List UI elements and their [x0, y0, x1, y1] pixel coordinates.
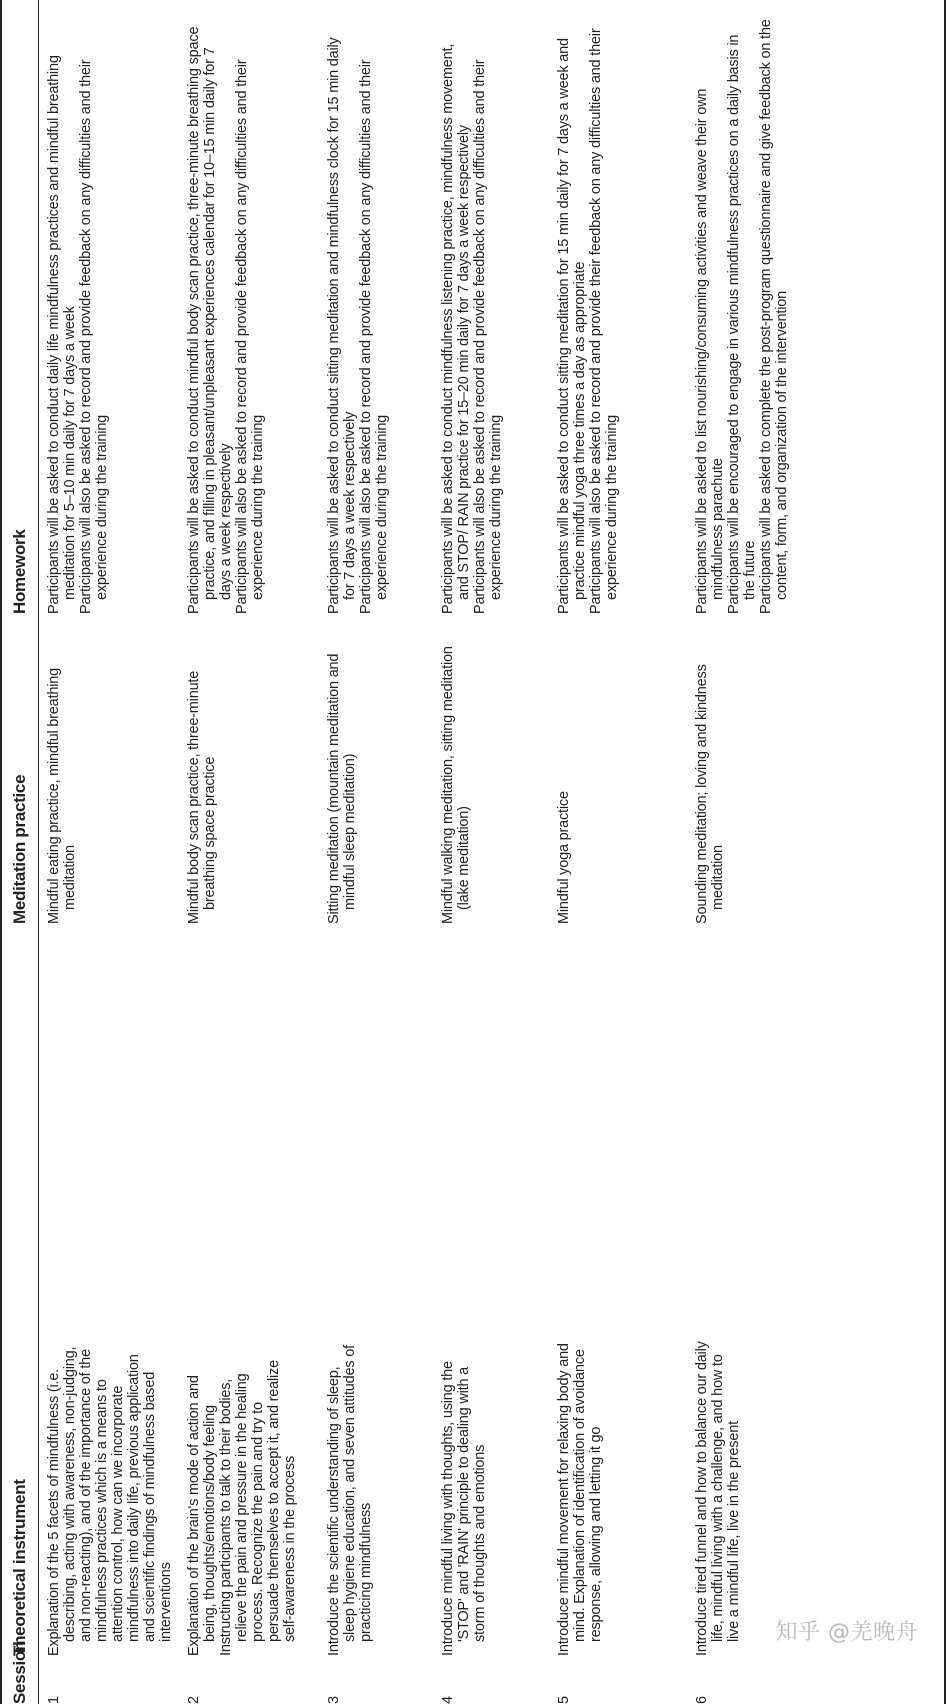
header-homework: Homework	[10, 529, 29, 614]
theory-paragraph: Introduce mindful movement for relaxing body and mind. Explanation of identification of avoidance response, allowing and letting it go	[556, 1343, 604, 1656]
homework-item: Participants will be asked to conduct daily life mindfulness practices and mindful breathing meditation for 5–10 min daily for 7 days a week	[46, 55, 78, 614]
header-session: Session	[10, 1640, 29, 1704]
homework-item: Participants will also be asked to record and provide feedback on any difficulties and their experience during the training	[234, 59, 266, 614]
theory-paragraph: Instructing participants to talk to their bodies, relieve the pain and pressure in the healing process. Recognize the pain and try to persuade themselves to accept it, and realize self-awareness in the process	[218, 1360, 298, 1656]
homework-cell	[186, 18, 266, 614]
practice-text: Mindful eating practice, mindful breathing meditation	[46, 668, 78, 924]
homework-item: Participants will be asked to conduct sitting meditation for 15 min daily for 7 days a week and practice mindful yoga three times a day as appropriate	[556, 38, 588, 614]
practice-cell	[186, 628, 218, 924]
practice-cell	[326, 628, 358, 924]
practice-text: Mindful walking meditation, sitting meditation (lake meditation)	[440, 646, 472, 924]
session-number: 1	[46, 1696, 62, 1704]
theory-paragraph: Introduce mindful living with thoughts, using the 'STOP' and 'RAIN' principle to dealing with a storm of thoughts and emotions	[440, 1361, 488, 1656]
homework-item: Participants will be encouraged to engage in various mindfulness practices on a daily basis in the future	[726, 34, 758, 614]
session-number: 5	[556, 1696, 572, 1704]
bottom-rule	[944, 0, 946, 1704]
homework-cell	[440, 18, 504, 614]
session-number: 3	[326, 1696, 342, 1704]
theory-cell	[556, 1341, 604, 1656]
homework-item: Participants will be asked to conduct sitting meditation and mindfulness clock for 15 min daily for 7 days a week respectively	[326, 37, 358, 614]
theory-cell	[186, 1341, 298, 1656]
homework-cell	[326, 18, 390, 614]
practice-text: Sounding meditation; loving and kindness meditation	[694, 664, 726, 924]
practice-text: Mindful body scan practice, three-minute breathing space practice	[186, 670, 218, 924]
header-practice: Meditation practice	[10, 774, 29, 924]
watermark: 知乎 @羌晚舟	[775, 1620, 918, 1645]
theory-paragraph: Explanation of the brain's mode of action and being, thoughts/emotions/body feeling	[186, 1375, 218, 1656]
practice-cell	[556, 628, 572, 924]
practice-cell	[46, 628, 78, 924]
theory-paragraph: Introduce tired funnel and how to balance our daily life, mindful living with a challenge, and how to live a mindful life, live in the present	[694, 1341, 742, 1656]
homework-item: Participants will be asked to conduct mindful body scan practice, three-minute breathing space practice, and filling in pleasant/unpleasant experiences calendar for 10–15 min daily for 7 days a week respectively	[186, 26, 234, 614]
session-number: 2	[186, 1696, 202, 1704]
homework-item: Participants will be asked to conduct mindfulness listening practice, mindfulness movement, and STOP/ RAIN practice for 15–20 min daily for 7 days a week respectively	[440, 43, 472, 614]
theory-cell	[46, 1341, 174, 1656]
homework-cell	[46, 18, 110, 614]
practice-cell	[694, 628, 726, 924]
practice-cell	[440, 628, 472, 924]
homework-item: Participants will also be asked to record and provide their feedback on any difficulties and their experience during the training	[588, 28, 620, 614]
homework-cell	[556, 18, 620, 614]
homework-item: Participants will also be asked to record and provide feedback on any difficulties and their experience during the training	[78, 59, 110, 614]
theory-cell	[694, 1341, 742, 1656]
session-number: 6	[694, 1696, 710, 1704]
homework-item: Participants will be asked to complete the post-program questionnaire and give feedback on the content, form, and organization of the intervention	[758, 19, 790, 614]
theory-paragraph: Introduce the scientific understanding of sleep, sleep hygiene education, and seven attitudes of practicing mindfulness	[326, 1345, 374, 1656]
theory-cell	[440, 1341, 488, 1656]
practice-text: Mindful yoga practice	[556, 791, 572, 924]
theory-paragraph: Explanation of the 5 facets of mindfulness (i.e. describing, acting with awareness, non-judging, and non-reacting), and of the importance of the mindfulness practices which is a means to attention control, how can we incorporate mindfulness into daily life, previous application and scientific findings of mindfulness based interventions	[46, 1346, 174, 1656]
homework-item: Participants will be asked to list nourishing/consuming activities and weave their own mindfulness parachute	[694, 88, 726, 614]
header-theory: Theoretical instrument	[10, 1479, 29, 1656]
header-rule	[38, 0, 39, 1704]
theory-cell	[326, 1341, 374, 1656]
practice-text: Sitting meditation (mountain meditation and mindful sleep meditation)	[326, 653, 358, 924]
homework-item: Participants will also be asked to record and provide feedback on any difficulties and their experience during the training	[358, 59, 390, 614]
top-rule	[0, 0, 2, 1704]
homework-item: Participants will also be asked to record and provide feedback on any difficulties and their experience during the training	[472, 59, 504, 614]
homework-cell	[694, 18, 790, 614]
session-number: 4	[440, 1696, 456, 1704]
